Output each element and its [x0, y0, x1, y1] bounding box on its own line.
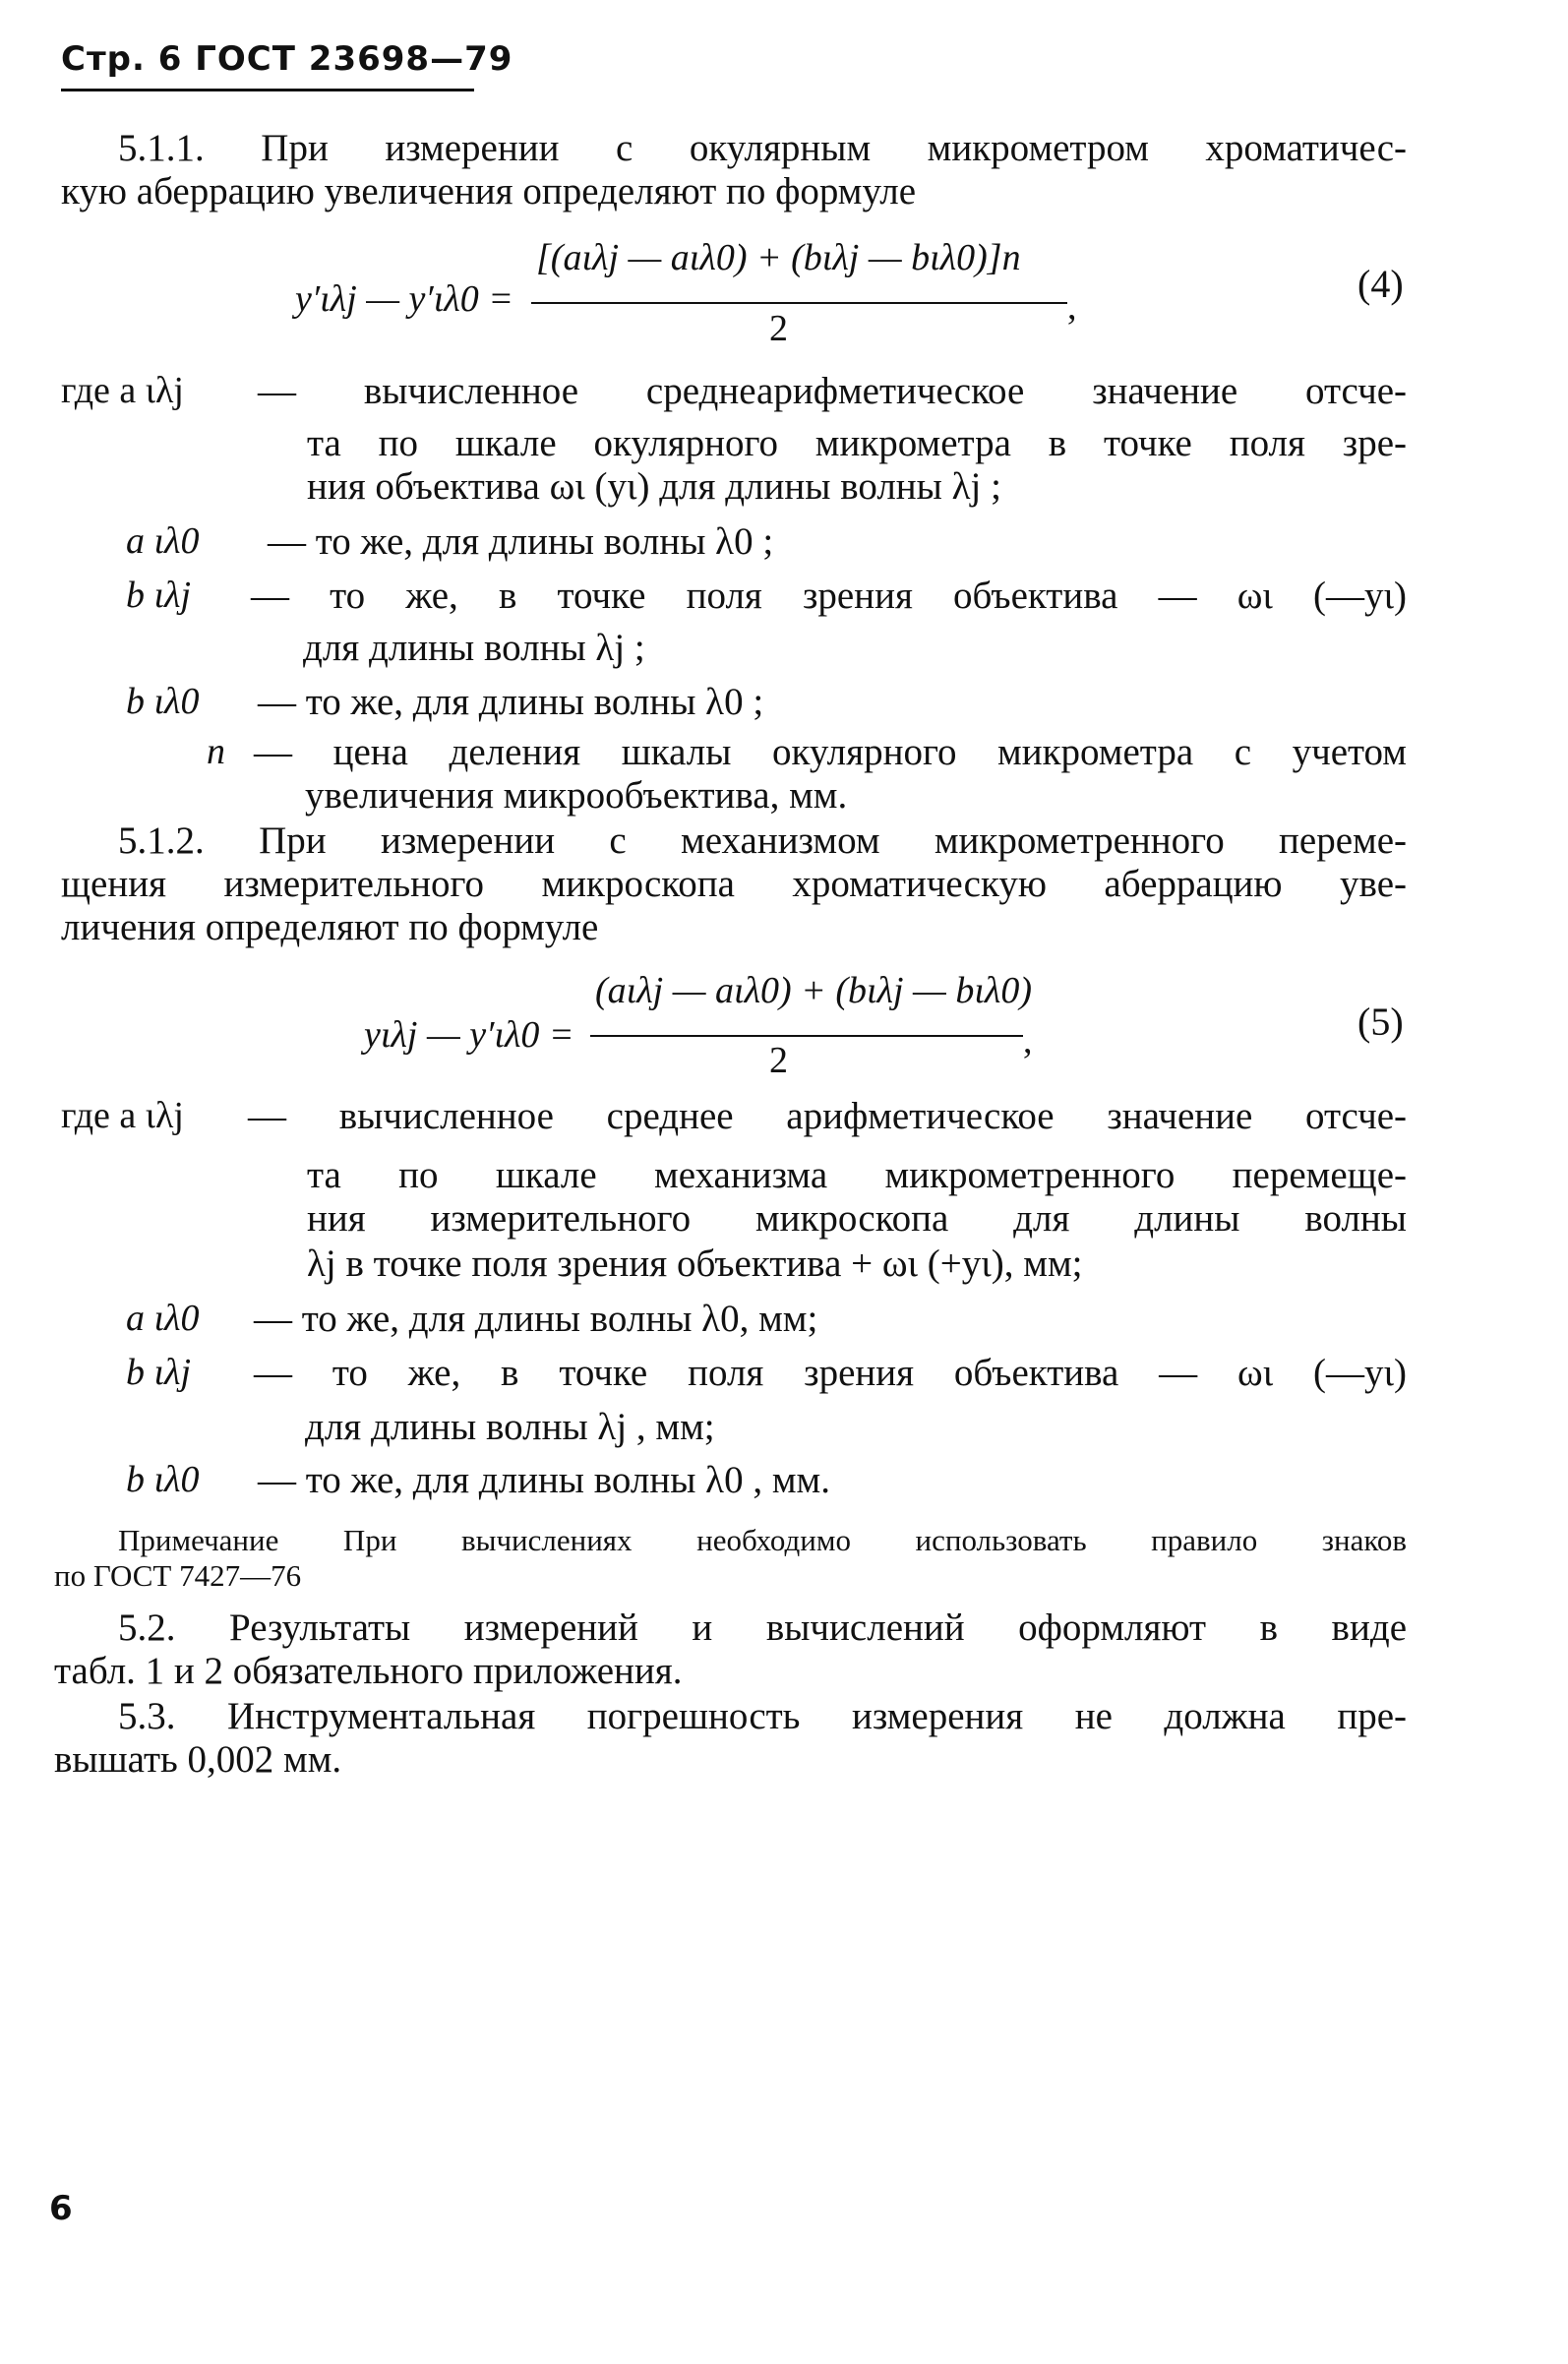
where2-sym-4: a ιλ0	[126, 1298, 200, 1339]
where1-text-7: — цена деления шкалы окулярного микрометра с учетом	[254, 731, 1407, 773]
where2-text-4: — то же, для длины волны λ0, мм;	[254, 1298, 818, 1340]
where1-sym-4: b ιλj	[126, 575, 192, 616]
where2-text-1: та по шкале механизма микрометренного перемеще-	[307, 1154, 1407, 1196]
where1-text-2: ния объектива ωι (yι) для длины волны λj ;	[307, 465, 1001, 508]
where2-sym-0: где a ιλj	[61, 1095, 184, 1136]
where1-sym-3: a ιλ0	[126, 520, 200, 562]
page-header: Стр. 6 ГОСТ 23698—79	[61, 39, 513, 79]
header-rule	[61, 89, 474, 91]
where2-text-0: — вычисленное среднее арифметическое значение отсче-	[248, 1095, 1407, 1137]
where1-text-0: — вычисленное среднеарифметическое значение отсче-	[258, 370, 1407, 412]
p52-line2: табл. 1 и 2 обязательного приложения.	[54, 1650, 683, 1692]
eq5-number: (5)	[1357, 1000, 1404, 1044]
where2-text-7: — то же, для длины волны λ0 , мм.	[258, 1459, 830, 1501]
where1-text-4: — то же, в точке поля зрения объектива — ωι (—yι)	[251, 575, 1407, 617]
eq4-tail: ,	[1067, 286, 1077, 328]
eq4-denominator: 2	[769, 308, 788, 349]
where1-text-1: та по шкале окулярного микрометра в точке поля зре-	[307, 422, 1407, 464]
where2-text-6: для длины волны λj , мм;	[305, 1406, 715, 1448]
eq4-lhs: y′ιλj — y′ιλ0 =	[295, 278, 513, 320]
where1-text-6: — то же, для длины волны λ0 ;	[258, 681, 764, 723]
eq5-tail: ,	[1023, 1020, 1033, 1061]
where2-sym-5: b ιλj	[126, 1352, 192, 1393]
p53-line1: 5.3. Инструментальная погрешность измерения не должна пре-	[118, 1695, 1407, 1737]
eq5-numerator: (aιλj — aιλ0) + (bιλj — bιλ0)	[595, 970, 1033, 1011]
page-number: 6	[49, 2189, 73, 2228]
eq4-fraction-line	[531, 302, 1067, 304]
where2-text-5: — то же, в точке поля зрения объектива — ωι (—yι)	[254, 1352, 1407, 1394]
where1-text-5: для длины волны λj ;	[303, 627, 645, 669]
p511-line1: 5.1.1. При измерении с окулярным микрометром хроматичес-	[118, 127, 1407, 169]
where2-text-2: ния измерительного микроскопа для длины волны	[307, 1197, 1407, 1240]
eq5-denominator: 2	[769, 1040, 788, 1081]
where1-sym-6: b ιλ0	[126, 681, 200, 722]
where2-sym-7: b ιλ0	[126, 1459, 200, 1500]
note-line1: Примечание При вычислениях необходимо использовать правило знаков	[118, 1523, 1407, 1557]
p511-line2: кую аберрацию увеличения определяют по формуле	[61, 170, 917, 212]
where1-sym-0: где a ιλj	[61, 370, 184, 411]
p512-line1: 5.1.2. При измерении с механизмом микрометренного переме-	[118, 819, 1407, 862]
eq4-numerator: [(aιλj — aιλ0) + (bιλj — bιλ0)]n	[536, 237, 1021, 278]
eq4-number: (4)	[1357, 262, 1404, 306]
eq5-lhs: yιλj — y′ιλ0 =	[364, 1014, 574, 1056]
p512-line2: щения измерительного микроскопа хроматическую аберрацию уве-	[61, 863, 1407, 905]
where1-sym-7: n	[207, 731, 225, 772]
note-line2: по ГОСТ 7427—76	[54, 1558, 302, 1593]
p52-line1: 5.2. Результаты измерений и вычислений оформляют в виде	[118, 1606, 1407, 1649]
p512-line3: личения определяют по формуле	[61, 906, 599, 948]
where2-text-3: λj в точке поля зрения объектива + ωι (+yι), мм;	[307, 1243, 1083, 1285]
where1-text-3: — то же, для длины волны λ0 ;	[268, 520, 774, 563]
eq5-fraction-line	[590, 1035, 1023, 1037]
p53-line2: вышать 0,002 мм.	[54, 1738, 342, 1781]
where1-text-8: увеличения микрообъектива, мм.	[305, 774, 848, 817]
